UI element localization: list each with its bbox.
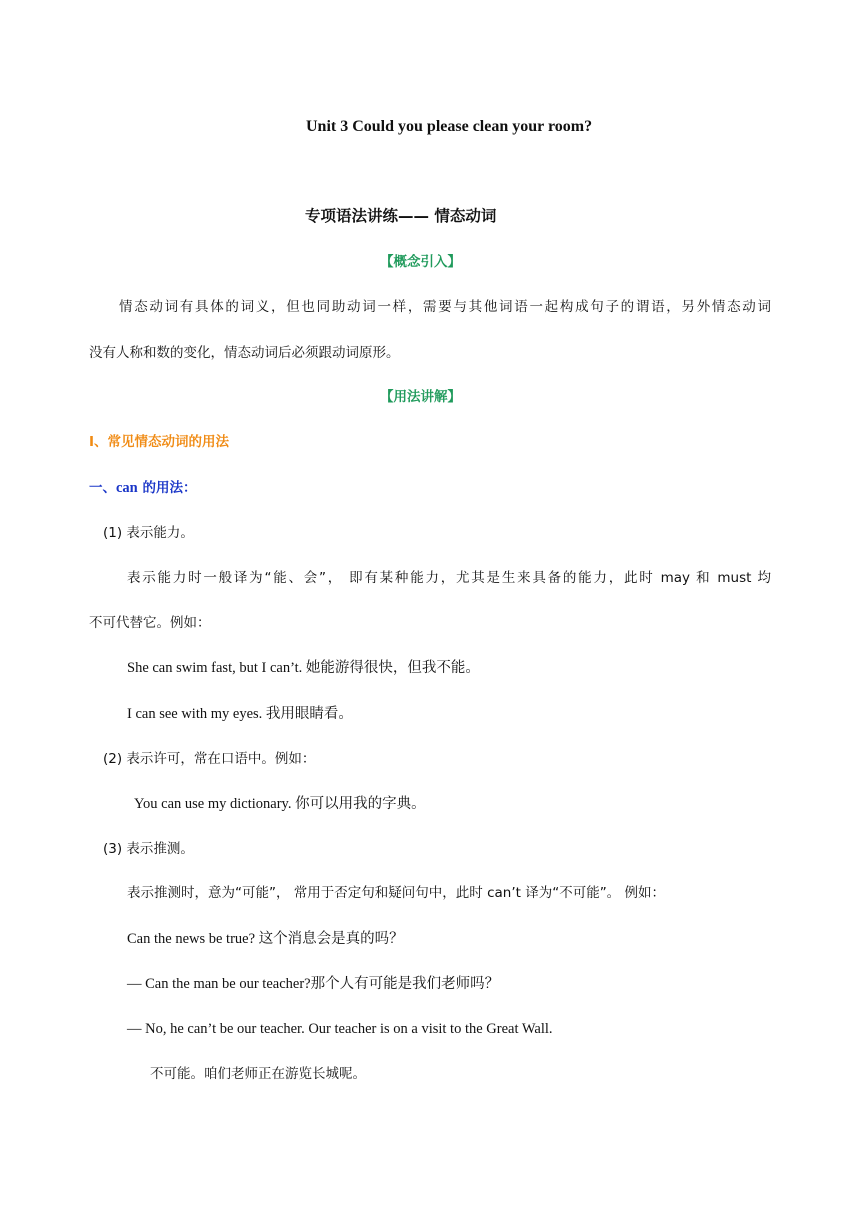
example-1: She can swim fast, but I can’t. 她能游得很快，但我不能。 xyxy=(127,660,480,676)
example-3: You can use my dictionary. 你可以用我的字典。 xyxy=(134,796,426,812)
item-3-desc: 表示推测时，意为“可能”， 常用于否定句和疑问句中，此时 can’t 译为“不可能”。 例如： xyxy=(127,885,665,901)
can-word: can xyxy=(116,480,138,496)
item-1-heading: (1) 表示能力。 xyxy=(103,525,194,541)
item-2-heading: (2) 表示许可，常在口语中。例如： xyxy=(103,751,316,767)
can-usage-heading xyxy=(89,479,196,497)
example-6: — No, he can’t be our teacher. Our teacher is on a visit to the Great Wall. xyxy=(127,1021,553,1037)
concept-paragraph-line-1: 情态动词有具体的词义，但也同助动词一样，需要与其他词语一起构成句子的谓语，另外情态动词 xyxy=(119,299,771,315)
example-4: Can the news be true? 这个消息会是真的吗？ xyxy=(127,931,404,947)
concept-paragraph-line-2: 没有人称和数的变化，情态动词后必须跟动词原形。 xyxy=(89,345,400,361)
can-prefix: 一、 xyxy=(89,480,116,496)
concept-heading: 【概念引入】 xyxy=(380,254,461,270)
section-subtitle: 专项语法讲练—— 情态动词 xyxy=(305,207,497,225)
example-5: — Can the man be our teacher?那个人有可能是我们老师吗？ xyxy=(127,976,500,992)
item-1-desc-line-2: 不可代替它。例如： xyxy=(89,615,211,631)
item-1-desc-line-1: 表示能力时一般译为“能、会”， 即有某种能力，尤其是生来具备的能力，此时 may 和 must 均 xyxy=(127,570,771,586)
usage-heading: 【用法讲解】 xyxy=(380,389,461,405)
example-2: I can see with my eyes. 我用眼睛看。 xyxy=(127,706,353,722)
can-suffix: 的用法： xyxy=(137,480,197,496)
document-title: Unit 3 Could you please clean your room? xyxy=(306,118,593,135)
section-heading-1: I、常见情态动词的用法 xyxy=(89,434,230,450)
item-3-heading: (3) 表示推测。 xyxy=(103,841,194,857)
example-6-translation: 不可能。咱们老师正在游览长城呢。 xyxy=(150,1066,366,1082)
